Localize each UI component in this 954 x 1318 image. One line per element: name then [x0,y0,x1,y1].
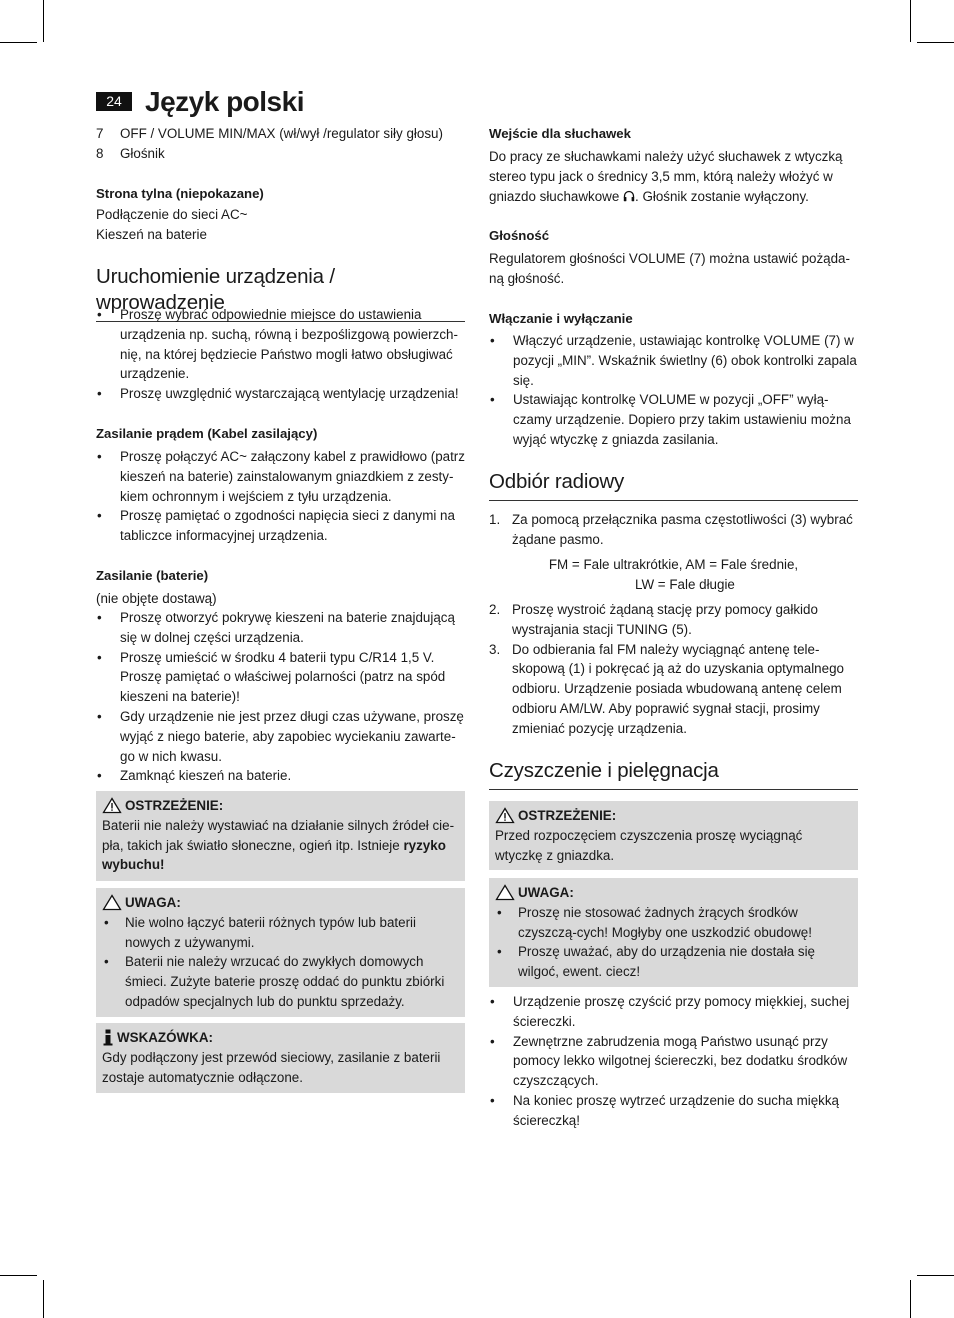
caution-bullets [102,913,458,1012]
crop-mark [43,0,44,42]
crop-mark [910,1280,911,1318]
list-item: • Gdy urządzenie nie jest przez długi czas używane, proszę wyjąć z niego baterie, aby zapobiec wyciekaniu zawarte-go w nich kwasu. [96,707,465,766]
step-number: 1. [489,512,501,527]
battery-heading: Zasilanie (baterie) [96,568,209,583]
crop-mark [0,1275,37,1276]
warning-box [489,801,858,870]
crop-mark [917,42,954,43]
list-item: • Na koniec proszę wytrzeć urządzenie do sucha miękką ściereczką! [489,1091,858,1131]
list-item: • Proszę umieścić w środku 4 baterii typu C/R14 1,5 V. Proszę pamiętać o właściwej polarności (patrz na spód kieszeni na baterie)! [96,648,465,707]
cleaning-bullets [489,992,858,1131]
warning-triangle-icon [495,807,515,824]
hint-title: WSKAZÓWKA: [102,1028,458,1048]
back-line: Podłączenie do sieci AC~ [96,206,248,222]
section-title-setup: Uruchomienie urządzenia / wprowadzenie [96,264,465,322]
step-text: Proszę wystroić żądaną stację przy pomocy gałkido wystrajania stacji TUNING (5). [512,602,818,637]
item-text: OFF / VOLUME MIN/MAX (wł/wył /regulator siły głosu) [120,126,443,141]
back-heading: Strona tylna (niepokazane) [96,186,264,201]
page-number: 24 [96,92,132,111]
list-item: • Urządzenie proszę czyścić przy pomocy miękkiej, suchej ściereczki. [489,992,858,1032]
hint-text: Gdy podłączony jest przewód sieciowy, zasilanie z baterii zostaje automatycznie odłączone. [102,1049,441,1085]
list-item: • Baterii nie należy wrzucać do zwykłych domowych śmieci. Zużyte baterie proszę oddać do punktu zbiórki odpadów specjalnych lub do punktu sprzedaży. [102,952,458,1011]
volume-text: Regulatorem głośności VOLUME (7) można ustawić pożąda-ną głośność. [489,251,850,286]
step-text: Do odbierania fal FM należy wyciągnąć antenę tele-skopową (1) i pokręcać ją aż do uzyskania optymalnego odbioru. Urządzenie posiada wbudowaną antenę celem odbioru AM/LW. Aby poprawić sygnał stacji, prosimy zmieniać pozycję urządzenia. [512,641,844,736]
section-title-cleaning: Czyszczenie i pielęgnacja [489,758,858,790]
list-item: • Proszę wybrać odpowiednie miejsce do ustawienia urządzenia np. suchą, równą i bezpoślizgową powierzch-nię, na której będziecie Państwo mogli łatwo obsługiwać urządzenie. [96,305,465,384]
battery-note: (nie objęte dostawą) [96,591,217,606]
headphones-text: Do pracy ze słuchawkami należy użyć słuchawek z wtyczką stereo typu jack o średnicy 3,5 mm, którą należy włożyć w gniazdo słuchawkowe . Głośnik zostanie wyłączony. [489,149,843,204]
warning-box [96,791,465,881]
back-line: Kieszeń na baterie [96,226,207,242]
list-item [489,600,858,640]
warning-text: Baterii nie należy wystawiać na działanie silnych źródeł cie-pła, takich jak światło słoneczne, ogień itp. Istnieje ryzyko wybuchu! [102,817,455,873]
section-title-radio: Odbiór radiowy [489,469,858,501]
warning-title: OSTRZEŻENIE: [102,796,458,816]
step-text: Za pomocą przełącznika pasma częstotliwości (3) wybrać żądane pasmo. [512,512,853,547]
page-title: Język polski [145,86,304,117]
radio-steps [489,600,858,739]
caution-title: UWAGA: [102,893,458,913]
list-item: • Zamknąć kieszeń na baterie. [96,766,465,786]
headphones-heading: Wejście dla słuchawek [489,126,631,141]
warning-text: Przed rozpoczęciem czyszczenia proszę wyciągnąć wtyczkę z gniazdka. [495,827,803,863]
warning-triangle-icon [102,797,122,814]
onoff-bullets [489,331,858,450]
parts-list-item [96,124,465,144]
parts-list [96,124,465,164]
caution-bullets [495,903,851,982]
headphones-icon [623,190,635,202]
power-bullets [96,447,465,546]
radio-steps [489,510,858,550]
step-number: 3. [489,641,501,657]
crop-mark [43,1280,44,1318]
band-line: FM = Fale ultrakrótkie, AM = Fale średnie, [548,557,799,572]
back-side-block [96,184,465,244]
list-item: • Proszę połączyć AC~ załączony kabel z prawidłowo (patrz kieszeń na baterie) zainstalowanym gniazdkiem z zesty-kiem ochronnym i wejściem z tyłu urządzenia. [96,447,465,506]
list-item: • Nie wolno łączyć baterii różnych typów lub baterii nowych z używanymi. [102,913,458,953]
list-item: • Proszę uważać, aby do urządzenia nie dostała się wilgoć, ewent. ciecz! [495,942,851,982]
list-item: • Proszę nie stosować żadnych żrących środków czyszczą-cych! Mogłyby one uszkodzić obudowę! [495,903,851,943]
list-item: • Proszę pamiętać o zgodności napięcia sieci z danymi na tabliczce informacyjnej urządzenia. [96,506,465,546]
list-item: • Włączyć urządzenie, ustawiając kontrolkę VOLUME (7) w pozycji „MIN”. Wskaźnik świetlny (6) obok kontrolki zapala się. [489,331,858,390]
list-item [489,510,858,550]
warning-title: OSTRZEŻENIE: [495,806,851,826]
hint-box [96,1023,465,1093]
list-item [489,640,858,739]
battery-bullets [96,608,465,786]
crop-mark [910,0,911,42]
crop-mark [0,42,37,43]
caution-box [96,888,465,1017]
list-item: • Ustawiając kontrolkę VOLUME w pozycji „OFF” wyłą-czamy urządzenie. Dopiero przy takim ustawieniu można wyjąć wtyczkę z gniazda zasilania. [489,390,858,449]
warning-triangle-icon [102,894,122,911]
setup-bullets [96,305,465,404]
caution-box [489,878,858,987]
parts-list-item [96,144,465,164]
item-text: Głośnik [120,145,165,161]
list-item: • Zewnętrzne zabrudzenia mogą Państwo usunąć przy pomocy lekko wilgotnej ściereczki, bez dodatku środków czyszczących. [489,1032,858,1091]
info-icon [102,1029,114,1046]
caution-title: UWAGA: [495,883,851,903]
power-heading: Zasilanie prądem (Kabel zasilający) [96,426,318,441]
volume-heading: Głośność [489,228,550,243]
warning-triangle-icon [495,884,515,901]
onoff-heading: Włączanie i wyłączanie [489,311,633,326]
item-number: 8 [96,145,104,161]
step-number: 2. [489,602,501,617]
item-number: 7 [96,126,104,141]
crop-mark [917,1275,954,1276]
list-item: • Proszę otworzyć pokrywę kieszeni na baterie znajdującą się w dolnej części urządzenia. [96,608,465,648]
list-item: • Proszę uwzględnić wystarczającą wentylację urządzenia! [96,384,465,404]
band-line: LW = Fale długie [635,577,735,592]
